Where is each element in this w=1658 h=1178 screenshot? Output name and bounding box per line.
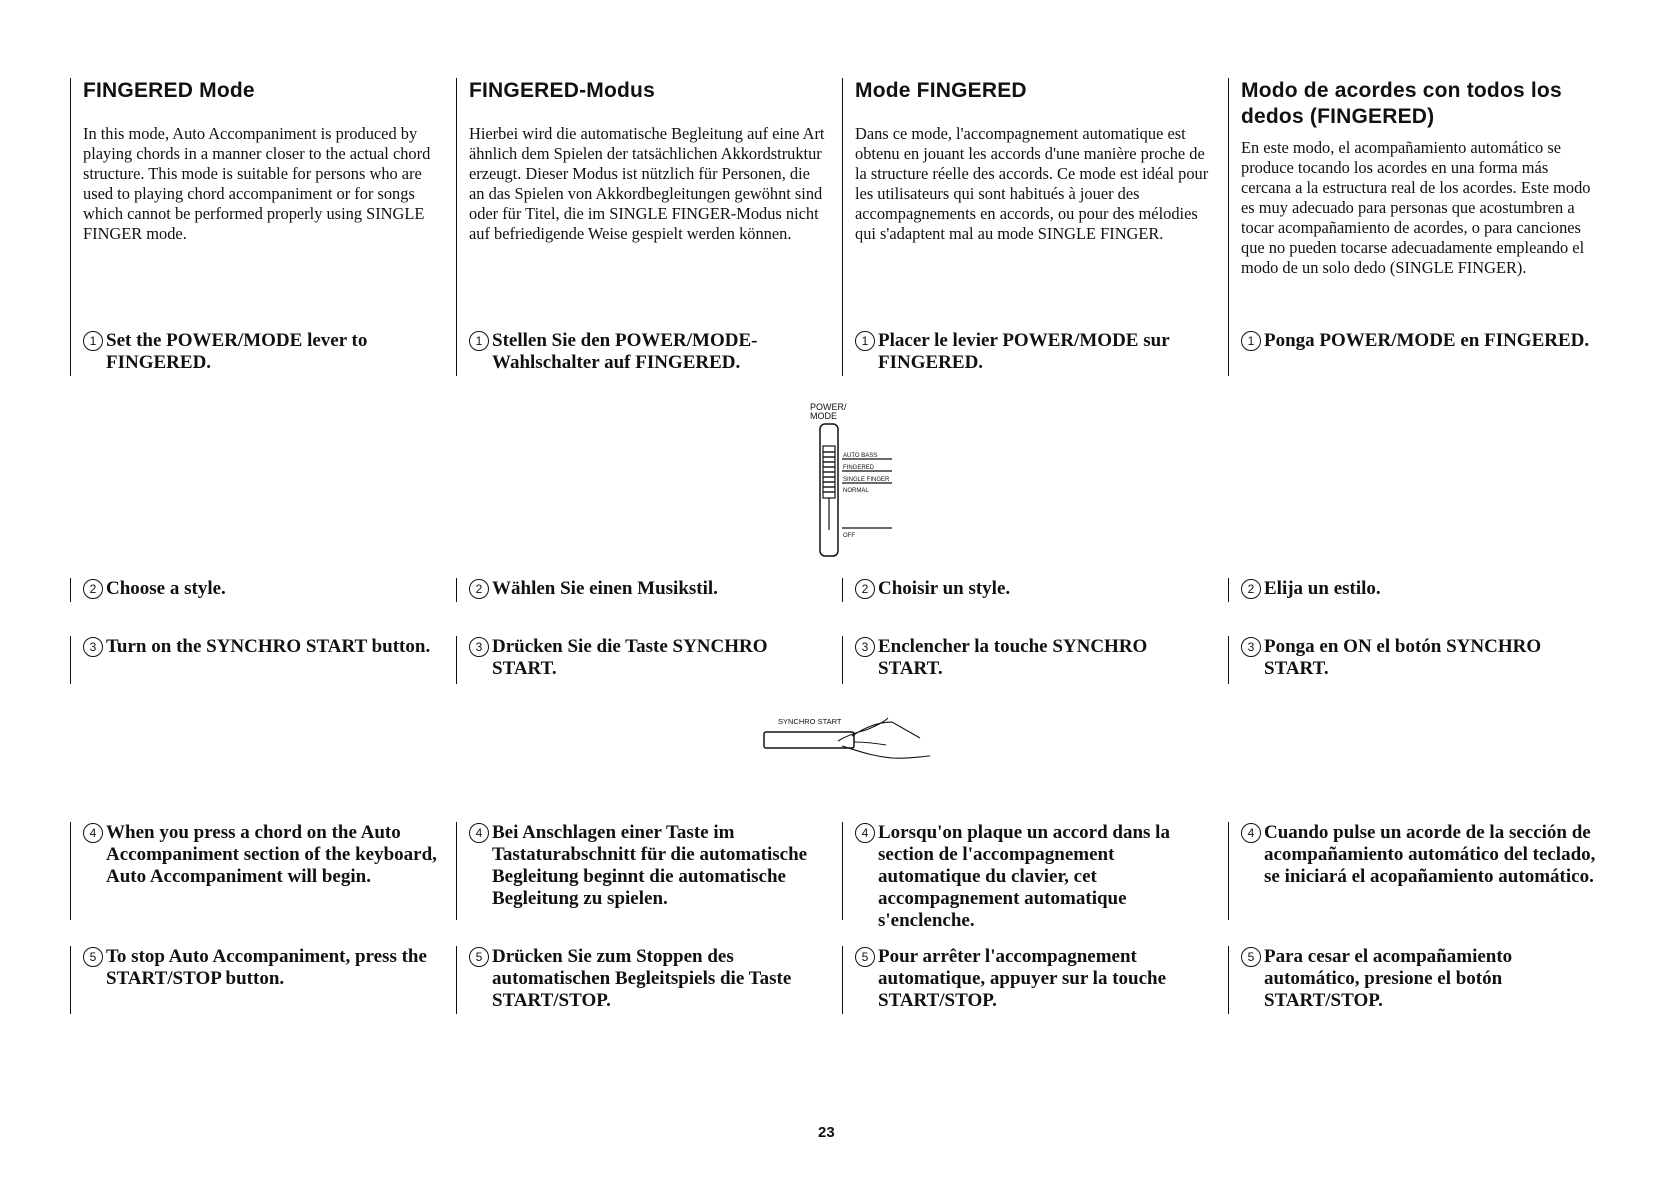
step-number: 4 (83, 823, 103, 843)
step-1 (842, 330, 1214, 376)
section-heading: FINGERED-Modus (469, 79, 655, 102)
step-number: 1 (855, 331, 875, 351)
section-heading: Modo de acordes con todos los dedos (FINGERED) (1241, 79, 1562, 128)
step-text: Set the POWER/MODE lever to FINGERED. (106, 330, 368, 373)
step-1 (456, 330, 828, 376)
step-4 (842, 822, 1214, 931)
step-number: 5 (83, 947, 103, 967)
section-body: En este modo, el acompañamiento automático se produce tocando los acordes en una forma más cercana a la estructura real de los acordes. Este modo es muy adecuado para personas que acostumbren a tocar acompañamiento de acordes, o para canciones que no pueden tocarse adecuadamente empleando el modo de un solo dedo (SINGLE FINGER). (1241, 138, 1591, 277)
step-text: Choose a style. (106, 578, 226, 599)
lever-position-off: OFF (843, 533, 855, 539)
synchro-start-diagram (760, 712, 950, 772)
step-text: Ponga en ON el botón SYNCHRO START. (1264, 636, 1542, 679)
step-text: Drücken Sie zum Stoppen des automatischen Begleitspiels die Taste START/STOP. (492, 946, 792, 1011)
lever-label-line1: POWER/ (810, 402, 847, 412)
step-text: Stellen Sie den POWER/MODE-Wahlschalter auf FINGERED. (492, 330, 758, 373)
step-number: 2 (83, 579, 103, 599)
step-text: Para cesar el acompañamiento automático, presione el botón START/STOP. (1264, 946, 1513, 1011)
lever-position-fingered: FINGERED (843, 465, 875, 471)
step-number: 3 (83, 637, 103, 657)
step-number: 1 (469, 331, 489, 351)
step-text: Turn on the SYNCHRO START button. (106, 636, 431, 657)
power-mode-lever-diagram (800, 400, 910, 560)
section-body: In this mode, Auto Accompaniment is produced by playing chords in a manner closer to the actual chord structure. This mode is suitable for persons who are used to playing chord accompaniment or for songs which cannot be performed properly using SINGLE FINGER mode. (83, 124, 431, 243)
step-text: Ponga POWER/MODE en FINGERED. (1264, 330, 1590, 351)
step-text: Drücken Sie die Taste SYNCHRO START. (492, 636, 768, 679)
step-number: 4 (855, 823, 875, 843)
section-heading: Mode FINGERED (855, 79, 1027, 102)
step-text: Pour arrêter l'accompagnement automatique, appuyer sur la touche START/STOP. (878, 946, 1167, 1011)
step-4 (456, 822, 828, 920)
step-3 (70, 636, 442, 684)
step-5 (1228, 946, 1600, 1014)
step-number: 1 (83, 331, 103, 351)
page-number: 23 (818, 1124, 835, 1141)
step-number: 4 (469, 823, 489, 843)
step-3 (456, 636, 828, 684)
section-heading: FINGERED Mode (83, 79, 255, 102)
lever-position-auto-bass: AUTO BASS (843, 453, 878, 459)
step-text: Placer le levier POWER/MODE sur FINGERED. (878, 330, 1170, 373)
step-number: 2 (469, 579, 489, 599)
step-number: 5 (469, 947, 489, 967)
step-text: Wählen Sie einen Musikstil. (492, 578, 718, 599)
step-text: Bei Anschlagen einer Taste im Tastaturabschnitt für die automatische Begleitung beginnt die automatische Begleitung zu spielen. (492, 822, 808, 909)
section-body: Dans ce mode, l'accompagnement automatique est obtenu en jouant les accords d'une manière proche de la structure réelle des accords. Ce mode est idéal pour les utilisateurs qui sont habitués à jouer des accompagnements en accords, ou pour des mélodies qui s'adaptent mal au mode SINGLE FINGER. (855, 124, 1209, 243)
step-text: To stop Auto Accompaniment, press the START/STOP button. (106, 946, 427, 989)
step-text: Cuando pulse un acorde de la sección de acompañamiento automático del teclado, se iniciará el acopañamiento automático. (1264, 822, 1596, 887)
lever-label-line2: MODE (810, 411, 837, 421)
synchro-start-label: SYNCHRO START (778, 717, 842, 726)
step-text: Elija un estilo. (1264, 578, 1381, 599)
hand-pointer-icon (838, 718, 930, 758)
step-number: 3 (855, 637, 875, 657)
lever-position-single-finger: SINGLE FINGER (843, 477, 890, 483)
step-number: 5 (855, 947, 875, 967)
step-2 (456, 578, 828, 602)
step-text: Choisir un style. (878, 578, 1011, 599)
step-2 (1228, 578, 1600, 602)
step-5 (70, 946, 442, 1014)
step-2 (70, 578, 442, 602)
step-4 (70, 822, 442, 920)
step-number: 3 (1241, 637, 1261, 657)
step-text: Lorsqu'on plaque un accord dans la section de l'accompagnement automatique du clavier, cet accompagnement automatique s'enclenche. (878, 822, 1170, 931)
step-number: 2 (1241, 579, 1261, 599)
step-number: 4 (1241, 823, 1261, 843)
step-3 (1228, 636, 1600, 684)
step-1 (70, 330, 442, 376)
step-4 (1228, 822, 1600, 920)
step-text: When you press a chord on the Auto Accompaniment section of the keyboard, Auto Accompaniment will begin. (106, 822, 437, 887)
step-number: 2 (855, 579, 875, 599)
step-1 (1228, 330, 1600, 376)
step-3 (842, 636, 1214, 684)
section-body: Hierbei wird die automatische Begleitung auf eine Art ähnlich dem Spielen der tatsächlichen Akkordstruktur erzeugt. Dieser Modus ist nützlich für Personen, die an das Spielen von Akkordbegleitungen gewöhnt sind oder für Titel, die im SINGLE FINGER-Modus nicht auf befriedigende Weise gespielt werden können. (469, 124, 825, 243)
step-5 (456, 946, 828, 1014)
step-number: 5 (1241, 947, 1261, 967)
step-number: 3 (469, 637, 489, 657)
step-5 (842, 946, 1214, 1014)
step-text: Enclencher la touche SYNCHRO START. (878, 636, 1148, 679)
lever-position-normal: NORMAL (843, 488, 869, 494)
step-number: 1 (1241, 331, 1261, 351)
step-2 (842, 578, 1214, 602)
